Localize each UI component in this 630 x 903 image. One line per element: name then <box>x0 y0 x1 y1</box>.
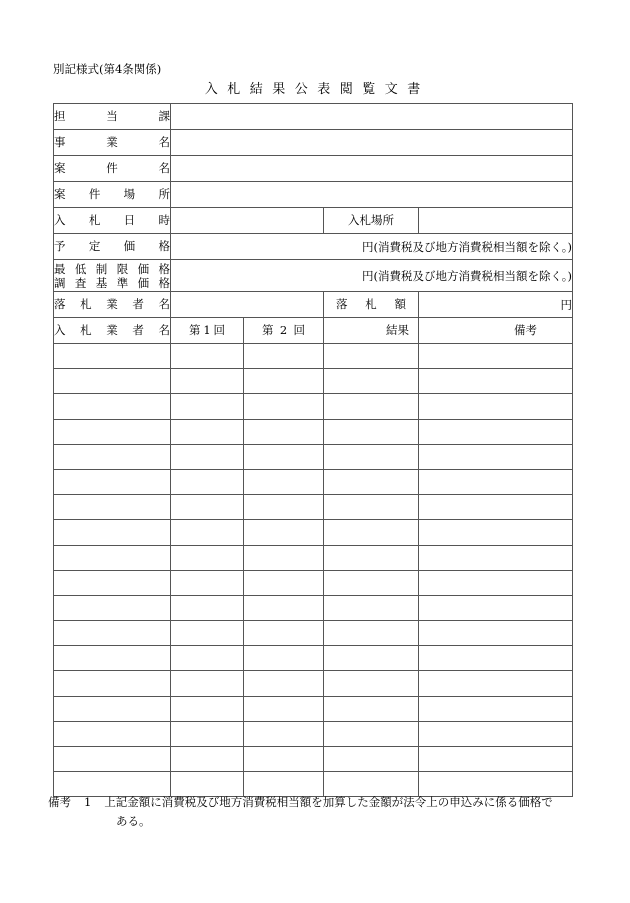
cell-round-1[interactable] <box>171 469 244 494</box>
cell-result[interactable] <box>324 721 419 746</box>
cell-bidder-name[interactable] <box>54 469 171 494</box>
header-round-2: 第2回 <box>244 318 324 344</box>
cell-round-1[interactable] <box>171 419 244 444</box>
cell-result[interactable] <box>324 646 419 671</box>
cell-round-1[interactable] <box>171 545 244 570</box>
cell-round-1[interactable] <box>171 444 244 469</box>
row-planned-price <box>54 234 573 260</box>
cell-bidder-name[interactable] <box>54 495 171 520</box>
cell-round-1[interactable] <box>171 520 244 545</box>
cell-remarks[interactable] <box>419 696 573 721</box>
cell-remarks[interactable] <box>419 520 573 545</box>
footer-note-text: 上記金額に消費税及び地方消費税相当額を加算した金額が法令上の申込みに係る価格で <box>104 795 553 809</box>
footer-note-line-1 <box>48 793 588 812</box>
value-case-name[interactable] <box>171 156 573 182</box>
cell-result[interactable] <box>324 394 419 419</box>
cell-bidder-name[interactable] <box>54 671 171 696</box>
cell-bidder-name[interactable] <box>54 394 171 419</box>
cell-bidder-name[interactable] <box>54 721 171 746</box>
cell-bidder-name[interactable] <box>54 369 171 394</box>
table-row <box>54 344 573 369</box>
cell-result[interactable] <box>324 495 419 520</box>
cell-remarks[interactable] <box>419 469 573 494</box>
row-project-name <box>54 130 573 156</box>
cell-remarks[interactable] <box>419 344 573 369</box>
label-case-name: 案件名 <box>54 156 171 182</box>
table-row <box>54 595 573 620</box>
cell-remarks[interactable] <box>419 721 573 746</box>
cell-round-2[interactable] <box>244 696 324 721</box>
cell-remarks[interactable] <box>419 369 573 394</box>
cell-round-2[interactable] <box>244 469 324 494</box>
cell-remarks[interactable] <box>419 394 573 419</box>
cell-round-2[interactable] <box>244 419 324 444</box>
table-row <box>54 495 573 520</box>
cell-round-2[interactable] <box>244 344 324 369</box>
cell-round-1[interactable] <box>171 646 244 671</box>
cell-round-2[interactable] <box>244 621 324 646</box>
header-round-1: 第1回 <box>171 318 244 344</box>
cell-result[interactable] <box>324 444 419 469</box>
footer-note-number: 1 <box>83 795 92 809</box>
bid-result-form-table <box>53 103 573 797</box>
label-department: 担当課 <box>54 104 171 130</box>
row-department <box>54 104 573 130</box>
cell-result[interactable] <box>324 344 419 369</box>
cell-round-2[interactable] <box>244 595 324 620</box>
label-case-location: 案件場所 <box>54 182 171 208</box>
label-award-amount: 落札額 <box>324 292 419 318</box>
page-title: 入札結果公表閲覧文書 <box>204 82 430 97</box>
cell-result[interactable] <box>324 595 419 620</box>
cell-result[interactable] <box>324 570 419 595</box>
cell-result[interactable] <box>324 621 419 646</box>
value-bid-place[interactable] <box>419 208 573 234</box>
cell-round-1[interactable] <box>171 696 244 721</box>
row-winning-bidder <box>54 292 573 318</box>
cell-round-2[interactable] <box>244 545 324 570</box>
table-row <box>54 747 573 772</box>
table-row <box>54 545 573 570</box>
cell-round-2[interactable] <box>244 394 324 419</box>
cell-result[interactable] <box>324 469 419 494</box>
cell-remarks[interactable] <box>419 671 573 696</box>
cell-round-2[interactable] <box>244 671 324 696</box>
cell-bidder-name[interactable] <box>54 520 171 545</box>
value-award-amount-unit[interactable]: 円 <box>419 292 573 318</box>
table-row <box>54 646 573 671</box>
table-row <box>54 696 573 721</box>
value-bid-datetime[interactable] <box>171 208 324 234</box>
table-row <box>54 469 573 494</box>
table-row <box>54 621 573 646</box>
cell-remarks[interactable] <box>419 570 573 595</box>
cell-round-1[interactable] <box>171 721 244 746</box>
cell-round-1[interactable] <box>171 671 244 696</box>
cell-round-1[interactable] <box>171 495 244 520</box>
footer-note-label: 備考 <box>48 795 71 809</box>
cell-remarks[interactable] <box>419 545 573 570</box>
row-minimum-price <box>54 260 573 292</box>
value-winning-bidder[interactable] <box>171 292 324 318</box>
table-row <box>54 520 573 545</box>
label-winning-bidder: 落札業者名 <box>54 292 171 318</box>
cell-bidder-name[interactable] <box>54 570 171 595</box>
value-project-name[interactable] <box>171 130 573 156</box>
value-department[interactable] <box>171 104 573 130</box>
cell-bidder-name[interactable] <box>54 696 171 721</box>
cell-bidder-name[interactable] <box>54 444 171 469</box>
table-row <box>54 369 573 394</box>
cell-bidder-name[interactable] <box>54 344 171 369</box>
cell-round-2[interactable] <box>244 444 324 469</box>
row-bid-datetime <box>54 208 573 234</box>
header-remarks: 備考 <box>419 318 573 344</box>
cell-remarks[interactable] <box>419 444 573 469</box>
table-row <box>54 419 573 444</box>
label-minimum-price: 最低制限価格 調査基準価格 <box>54 261 170 290</box>
cell-round-2[interactable] <box>244 747 324 772</box>
cell-round-1[interactable] <box>171 344 244 369</box>
cell-result[interactable] <box>324 671 419 696</box>
cell-round-1[interactable] <box>171 621 244 646</box>
cell-bidder-name[interactable] <box>54 595 171 620</box>
value-case-location[interactable] <box>171 182 573 208</box>
cell-result[interactable] <box>324 369 419 394</box>
cell-round-1[interactable] <box>171 595 244 620</box>
row-case-name <box>54 156 573 182</box>
cell-round-2[interactable] <box>244 570 324 595</box>
table-row <box>54 394 573 419</box>
cell-result[interactable] <box>324 419 419 444</box>
cell-round-1[interactable] <box>171 394 244 419</box>
cell-round-2[interactable] <box>244 646 324 671</box>
bid-table-header-row <box>54 318 573 344</box>
cell-remarks[interactable] <box>419 621 573 646</box>
cell-round-1[interactable] <box>171 747 244 772</box>
value-planned-price-tax-note[interactable]: 円(消費税及び地方消費税相当額を除く。) <box>171 234 573 260</box>
cell-round-2[interactable] <box>244 495 324 520</box>
cell-bidder-name[interactable] <box>54 419 171 444</box>
cell-round-1[interactable] <box>171 570 244 595</box>
form-id-label: 別記様式(第4条関係) <box>53 62 162 76</box>
table-row <box>54 721 573 746</box>
cell-result[interactable] <box>324 747 419 772</box>
cell-round-2[interactable] <box>244 520 324 545</box>
cell-bidder-name[interactable] <box>54 747 171 772</box>
cell-remarks[interactable] <box>419 747 573 772</box>
cell-round-2[interactable] <box>244 369 324 394</box>
cell-result[interactable] <box>324 696 419 721</box>
cell-bidder-name[interactable] <box>54 621 171 646</box>
cell-bidder-name[interactable] <box>54 646 171 671</box>
cell-remarks[interactable] <box>419 646 573 671</box>
header-bidder-name: 入札業者名 <box>54 318 171 344</box>
value-minimum-price-tax-note[interactable]: 円(消費税及び地方消費税相当額を除く。) <box>171 260 573 292</box>
table-row <box>54 671 573 696</box>
row-case-location <box>54 182 573 208</box>
label-planned-price: 予定価格 <box>54 234 171 260</box>
label-project-name: 事業名 <box>54 130 171 156</box>
header-result: 結果 <box>324 318 419 344</box>
label-bid-datetime: 入札日時 <box>54 208 171 234</box>
cell-bidder-name[interactable] <box>54 545 171 570</box>
footer-note <box>48 793 588 831</box>
footer-note-line-2: ある。 <box>116 814 151 828</box>
cell-round-1[interactable] <box>171 369 244 394</box>
cell-result[interactable] <box>324 520 419 545</box>
cell-result[interactable] <box>324 545 419 570</box>
cell-round-2[interactable] <box>244 721 324 746</box>
table-row <box>54 444 573 469</box>
cell-remarks[interactable] <box>419 495 573 520</box>
table-row <box>54 570 573 595</box>
cell-remarks[interactable] <box>419 419 573 444</box>
cell-remarks[interactable] <box>419 595 573 620</box>
label-bid-place: 入札場所 <box>324 208 419 234</box>
